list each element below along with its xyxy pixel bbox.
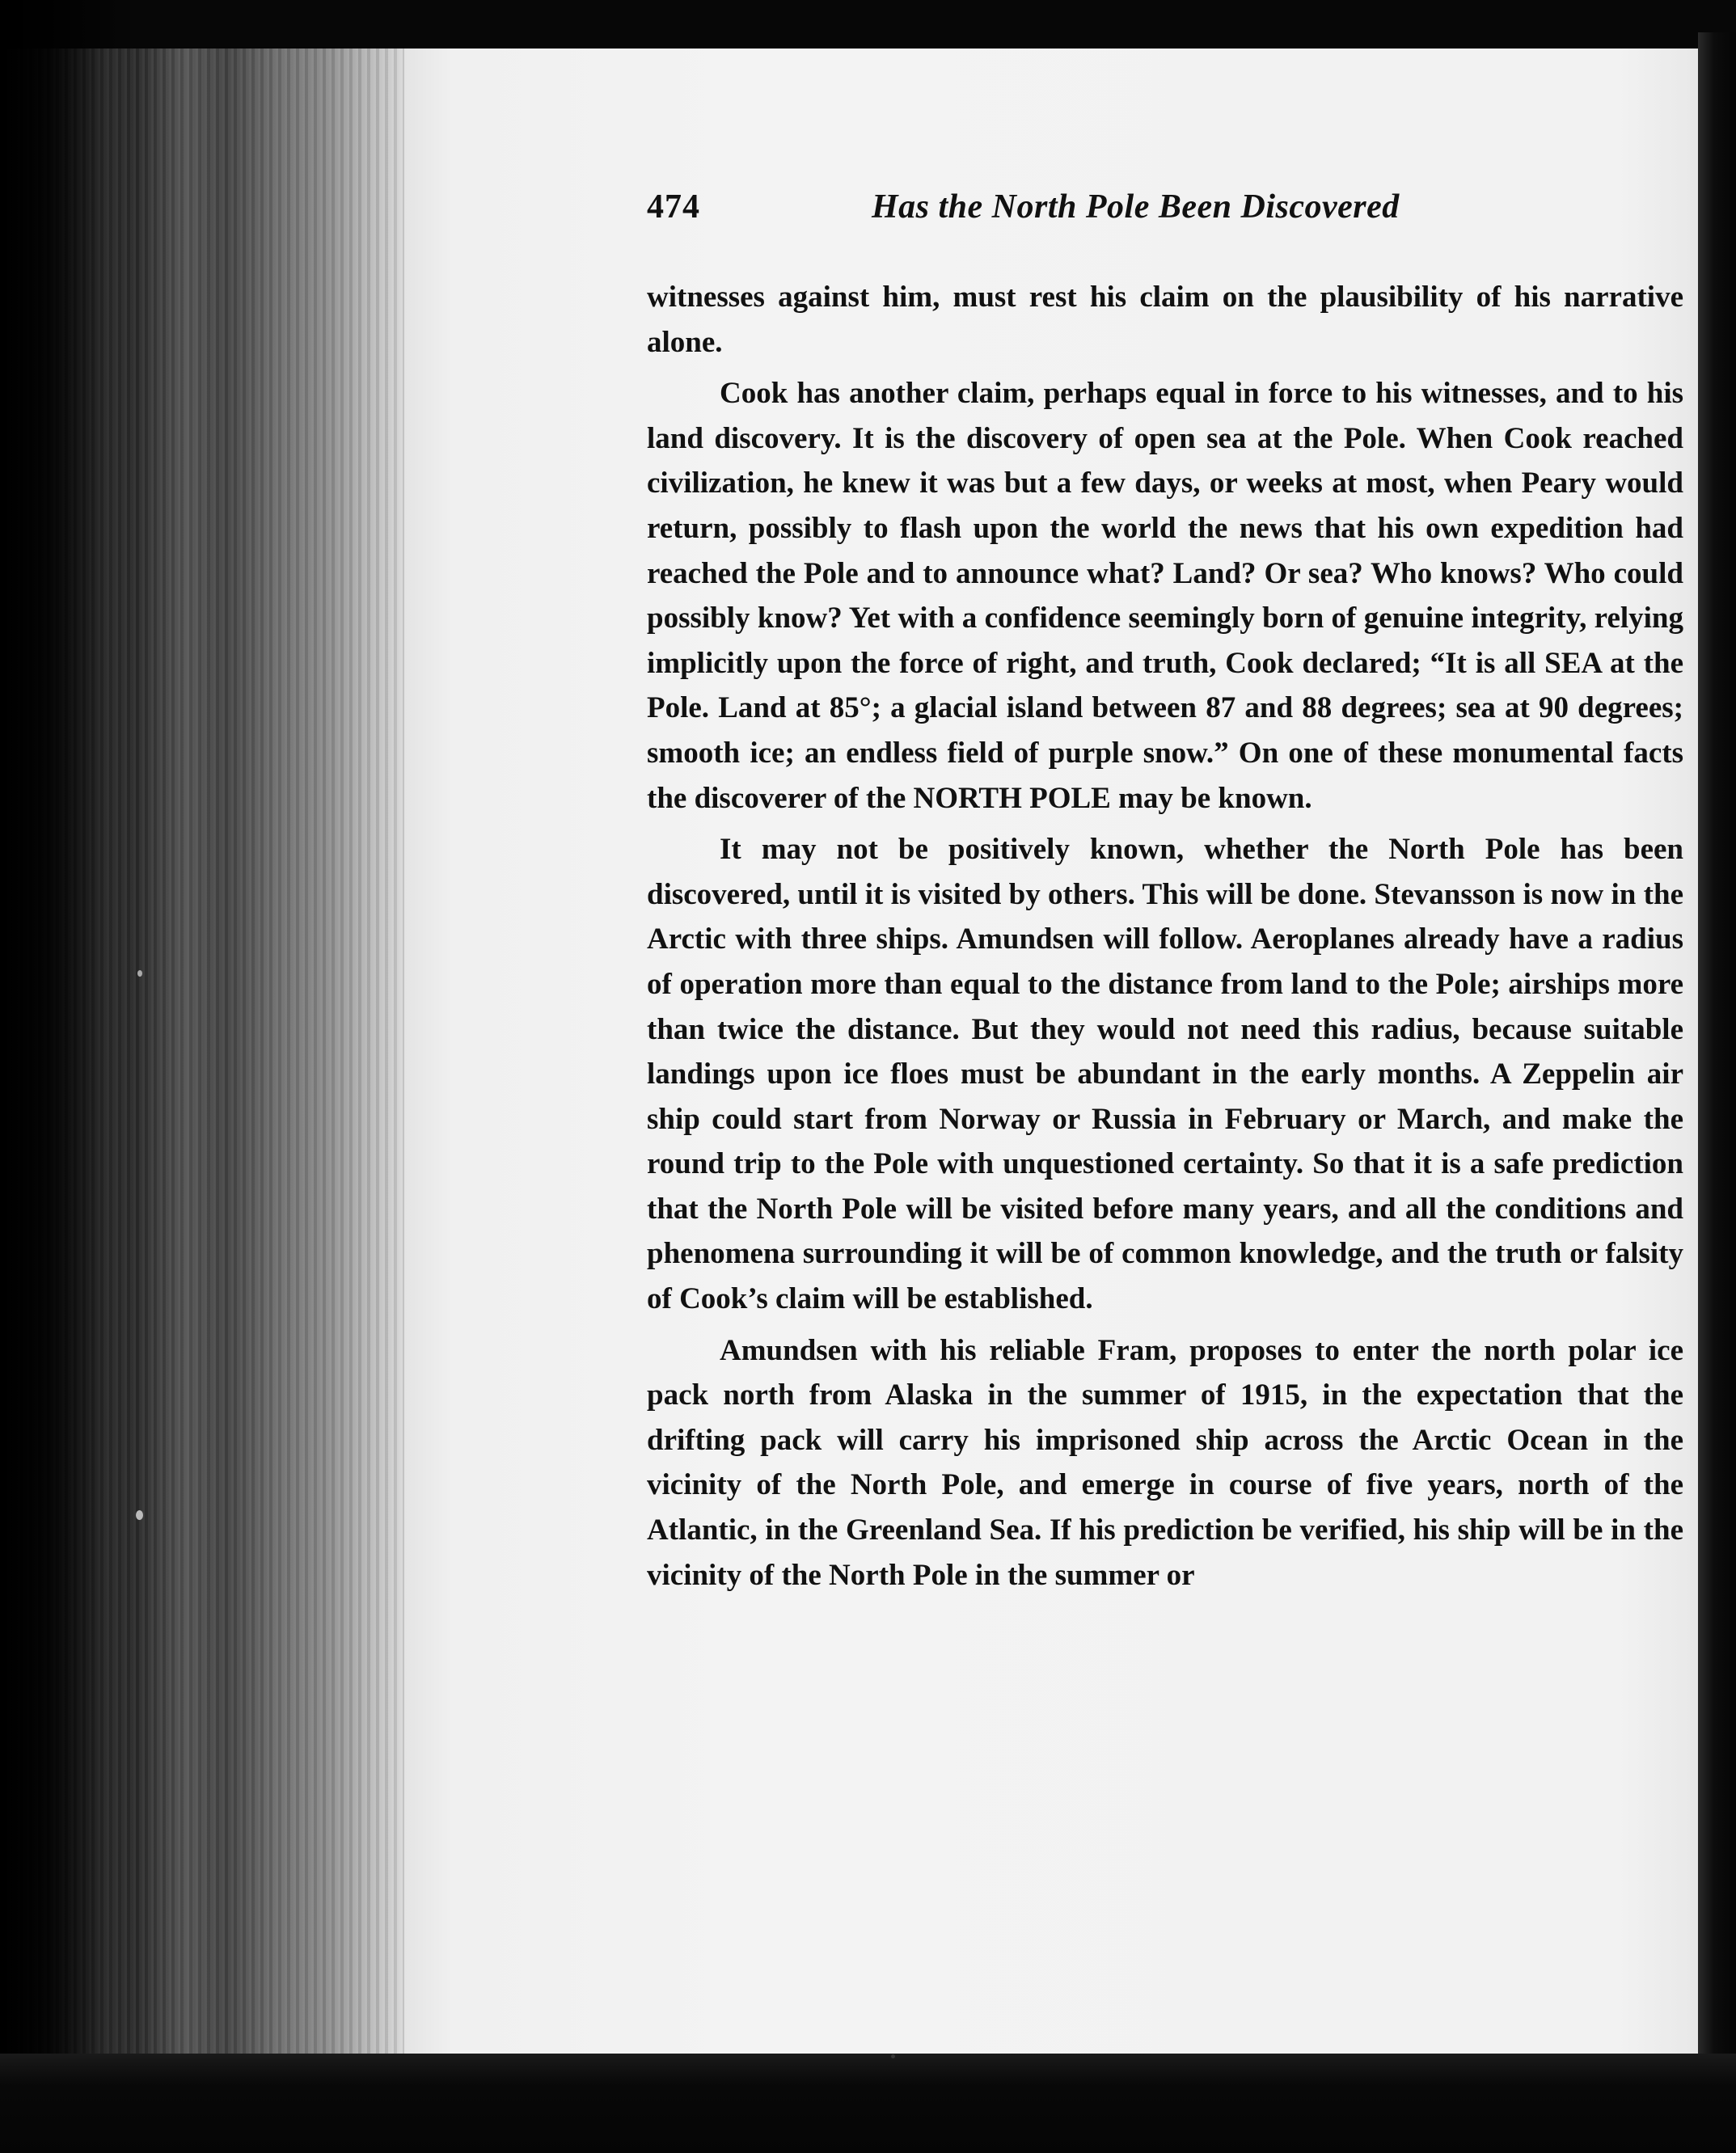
paragraph: Cook has another claim, perhaps equal in force to his witnesses, and to his land discovery. It is the discovery of open sea at the Pole. When Cook reached civilization, he knew it was but a few days, or weeks at most, when Peary would return, possibly to flash upon the world the news that his own expedition had reached the Pole and to announce what? Land? Or sea? Who knows? Who could possibly know? Yet with a confidence seemingly born of genuine integrity, relying implicitly upon the force of right, and truth, Cook declared; “It is all SEA at the Pole. Land at 85°; a glacial island between 87 and 88 degrees; sea at 90 degrees; smooth ice; an endless field of purple snow.” On one of these monumental facts the discoverer of the NORTH POLE may be known. — [647, 377, 1683, 815]
body-text — [647, 275, 1683, 1604]
scan-right-border — [1698, 32, 1736, 2102]
running-header — [647, 188, 1504, 236]
paper-speck — [891, 2054, 895, 2058]
paragraph: witnesses against him, must rest his claim on the plausibility of his narrative alone. — [647, 281, 1683, 359]
scan-bottom-border — [0, 2054, 1736, 2153]
paper-speck — [136, 1510, 143, 1520]
page-number: 474 — [647, 188, 700, 226]
paragraph: It may not be positively known, whether the North Pole has been discovered, until it is visited by others. This will be done. Stevansson is now in the Arctic with three ships. Amundsen will follow. Aeroplanes already have a radius of operation more than equal to the distance from land to the Pole; airships more than twice the distance. But they would not need this radius, because suitable landings upon ice floes must be abundant in the early months. A Zeppelin air ship could start from Norway or Russia in February or March, and make the round trip to the Pole with unquestioned certainty. So that it is a safe prediction that the North Pole will be visited before many years, and all the conditions and phenomena surrounding it will be of common knowledge, and the truth or falsity of Cook’s claim will be established. — [647, 833, 1683, 1316]
paragraph: Amundsen with his reliable Fram, proposes to enter the north polar ice pack north from Alaska in the summer of 1915, in the expectation that the drifting pack will carry his imprisoned ship across the Arctic Ocean in the vicinity of the North Pole, and emerge in course of five years, north of the Atlantic, in the Greenland Sea. If his prediction be verified, his ship will be in the vicinity of the North Pole in the summer or — [647, 1333, 1683, 1592]
running-title: Has the North Pole Been Discovered — [872, 188, 1400, 226]
spine-shadow — [0, 0, 137, 2153]
scan-top-border — [0, 0, 1736, 50]
paper-speck — [137, 970, 142, 977]
